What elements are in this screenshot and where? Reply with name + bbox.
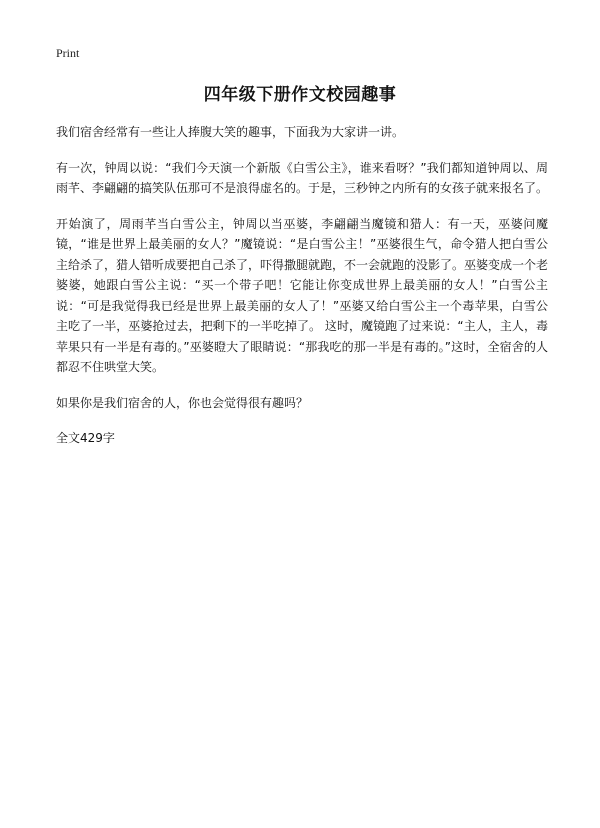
paragraph-closing: 如果你是我们宿舍的人，你也会觉得很有趣吗？ <box>56 395 309 410</box>
article-body <box>56 122 548 448</box>
page-title: 四年级下册作文校园趣事 <box>203 85 397 105</box>
paragraph-intro: 我们宿舍经常有一些让人捧腹大笑的趣事，下面我为大家讲一讲。 <box>56 125 405 139</box>
paragraph-story: 开始演了，周雨芊当白雪公主，钟周以当巫婆，李翩翩当魔镜和猎人：有一天，巫婆问魔镜，“谁是世界上最美丽的女人？”魔镜说：“是白雪公主！”巫婆很生气，命令猎人把白雪公主给杀了，猎人错听成要把自己杀了，吓得撒腿就跑，不一会就跑的没影了。巫婆变成一个老婆婆，她跟白雪公主说：“买一个带子吧！它能让你变成世界上最美丽的女人！”白雪公主说：“可是我觉得我已经是世界上最美丽的女人了！”巫婆又给白雪公主一个毒苹果，白雪公主吃了一半，巫婆抢过去，把剩下的一半吃掉了。 这时，魔镜跑了过来说：“主人，主人，毒苹果只有一半是有毒的。”巫婆瞪大了眼睛说：“那我吃的那一半是有毒的。”这时，全宿舍的人都忍不住哄堂大笑。 <box>56 216 549 374</box>
print-link[interactable]: Print <box>56 46 80 60</box>
word-count: 全文429字 <box>56 431 115 445</box>
paragraph-setup: 有一次，钟周以说：“我们今天演一个新版《白雪公主》，谁来看呀？”我们都知道钟周以、周雨芊、李翩翩的搞笑队伍那可不是浪得虚名的。于是，三秒钟之内所有的女孩子就来报名了。 <box>56 160 549 195</box>
